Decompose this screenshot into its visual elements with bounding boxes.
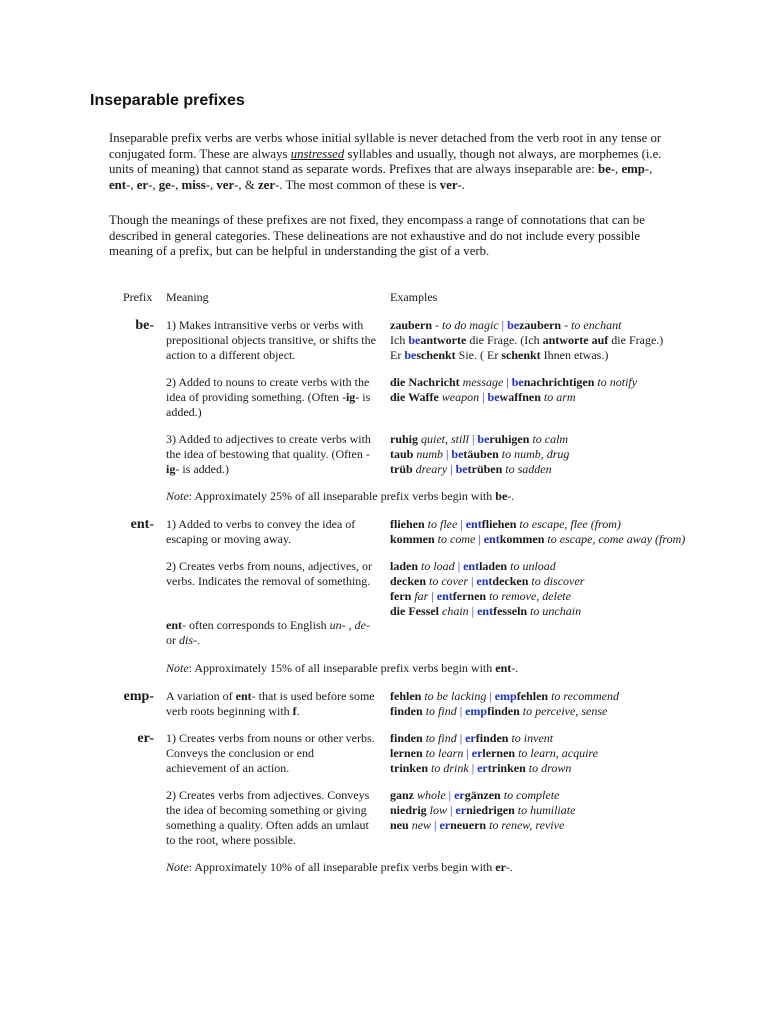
italic-text: un-: [329, 618, 346, 632]
examples-be-3: [390, 432, 768, 477]
separator: |: [468, 761, 478, 775]
bold-text: ent: [495, 661, 512, 675]
bold-text: ig: [345, 390, 356, 404]
bold-text: schenkt: [501, 348, 541, 362]
italic-text: to invent: [511, 731, 554, 745]
example-line: [390, 532, 768, 547]
separator: |: [447, 462, 456, 476]
text-run: .: [296, 704, 300, 718]
bold-text: lernen: [482, 746, 516, 760]
italic-text: numb: [416, 447, 444, 461]
text-run: 3) Added to adjectives to create verbs with the idea of bestowing that quality. (Often -: [166, 432, 371, 461]
example-line: [390, 390, 768, 405]
example-line: [390, 704, 768, 719]
separator: |: [456, 704, 466, 718]
meaning-er-1: [166, 731, 376, 776]
example-line: [390, 432, 768, 447]
italic-text: to sadden: [505, 462, 552, 476]
bold-text: ruhigen: [489, 432, 530, 446]
separator: |: [431, 818, 440, 832]
examples-be-1: [390, 318, 768, 363]
italic-text: far: [414, 589, 429, 603]
text-run: - often corresponds to English: [182, 618, 330, 632]
italic-text: to numb, drug: [501, 447, 570, 461]
bold-text: fliehen: [390, 517, 425, 531]
bold-text: antworte auf: [542, 333, 609, 347]
italic-text: new: [411, 818, 432, 832]
bold-text: trüben: [467, 462, 503, 476]
bold-text: die Nachricht: [390, 375, 460, 389]
highlighted-prefix: ent: [463, 559, 480, 573]
column-header-prefix: Prefix: [123, 290, 153, 304]
highlighted-prefix: er: [454, 788, 465, 802]
italic-text: to complete: [503, 788, 560, 802]
meaning-ent-1: [166, 517, 376, 547]
italic-text: to enchant: [571, 318, 622, 332]
example-line: [390, 746, 768, 761]
example-line: [390, 375, 768, 390]
text-run: 2) Creates verbs from adjectives. Conveys the idea of becoming something or giving something a quality. Often adds an umlaut to the root, where possible.: [166, 788, 370, 847]
bold-text: täuben: [463, 447, 499, 461]
text-run: Inseparable prefix verbs are verbs whose initial syllable is never detached from the verb root in any tense or conjugated form. These are always: [109, 131, 662, 161]
italic-text: to unload: [510, 559, 556, 573]
text-run: -. The most common of these is: [275, 178, 440, 193]
highlighted-prefix: emp: [465, 704, 488, 718]
highlighted-prefix: er: [471, 746, 483, 760]
text-run: syllables and usually, though not always, are morphemes (i.e. units of meaning) that cannot stand as separate words. Prefixes that are always inseparable are:: [109, 146, 662, 177]
bold-text: ruhig: [390, 432, 419, 446]
text-run: : Approximately 10% of all inseparable prefix verbs begin with: [188, 860, 496, 874]
italic-text: weapon: [441, 390, 480, 404]
bold-text: fern: [390, 589, 412, 603]
italic-text: to recommend: [551, 689, 619, 703]
examples-ent-1: [390, 517, 768, 547]
example-line: [390, 788, 768, 803]
column-header-meaning: Meaning: [166, 290, 209, 304]
italic-text: to calm: [532, 432, 569, 446]
text-run: 1) Makes intransitive verbs or verbs with prepositional objects transitive, or shifts the action to a different object.: [166, 318, 376, 362]
italic-text: unstressed: [290, 146, 345, 161]
example-line: [390, 462, 768, 477]
text-run: 2) Creates verbs from nouns, adjectives, or verbs. Indicates the removal of something.: [166, 559, 372, 588]
text-run: - is added.): [166, 390, 371, 419]
bold-text: zaubern: [519, 318, 562, 332]
bold-text: er: [495, 860, 506, 874]
highlighted-prefix: be: [408, 333, 421, 347]
bold-text: ge: [158, 178, 171, 193]
highlighted-prefix: ent: [477, 604, 494, 618]
italic-text: Note: [166, 860, 189, 874]
text-run: -: [561, 318, 572, 332]
text-run: : Approximately 15% of all inseparable prefix verbs begin with: [188, 661, 496, 675]
highlighted-prefix: be: [487, 390, 500, 404]
bold-text: fesseln: [493, 604, 528, 618]
text-run: : Approximately 25% of all inseparable prefix verbs begin with: [188, 489, 496, 503]
text-run: -: [432, 318, 442, 332]
separator: |: [498, 318, 508, 332]
highlighted-prefix: er: [477, 761, 488, 775]
bold-text: trüb: [390, 462, 413, 476]
italic-text: Note: [166, 661, 189, 675]
italic-text: to unchain: [530, 604, 582, 618]
bold-text: emp: [621, 162, 645, 177]
examples-ent-2: [390, 559, 768, 619]
bold-text: decken: [492, 574, 529, 588]
bold-text: die Fessel: [390, 604, 439, 618]
meaning-ent-2-note: [166, 618, 376, 648]
example-line: [390, 803, 768, 818]
highlighted-prefix: be: [511, 375, 524, 389]
examples-er-1: [390, 731, 768, 776]
separator: |: [457, 517, 466, 531]
text-run: or: [166, 633, 179, 647]
bold-text: zaubern: [390, 318, 432, 332]
text-run: Though the meanings of these prefixes are not fixed, they encompass a range of connotations that can be described in general categories. These delineations are not exhaustive and do not include every possible meaning of a prefix, but can be helpful in understanding the gist of a verb.: [109, 213, 645, 259]
text-run: -,: [170, 178, 182, 193]
example-line: [390, 348, 768, 363]
bold-text: ent: [109, 178, 127, 193]
example-line: [390, 318, 768, 333]
meaning-be-2: [166, 375, 376, 420]
bold-text: taub: [390, 447, 414, 461]
text-run: - that is used before some verb roots beginning with: [166, 689, 375, 718]
separator: |: [468, 604, 478, 618]
bold-text: f: [292, 704, 297, 718]
highlighted-prefix: er: [465, 731, 476, 745]
italic-text: chain: [442, 604, 469, 618]
page-title: Inseparable prefixes: [90, 92, 245, 109]
example-line: [390, 447, 768, 462]
bold-text: fernen: [452, 589, 487, 603]
meaning-emp-1: [166, 689, 376, 719]
highlighted-prefix: ent: [465, 517, 482, 531]
example-line: [390, 731, 768, 746]
bold-text: ig: [166, 462, 176, 476]
bold-text: kommen: [390, 532, 435, 546]
text-run: Ihnen etwas.): [540, 348, 609, 362]
bold-text: er: [136, 178, 149, 193]
highlighted-prefix: ent: [483, 532, 500, 546]
meaning-ent-2: [166, 559, 376, 589]
examples-be-2: [390, 375, 768, 405]
text-run: ,: [345, 618, 355, 632]
text-run: 2) Added to nouns to create verbs with the idea of providing something. (Often -: [166, 375, 370, 404]
bold-text: fehlen: [390, 689, 422, 703]
italic-text: to do magic: [442, 318, 499, 332]
separator: |: [443, 447, 452, 461]
highlighted-prefix: emp: [494, 689, 517, 703]
bold-text: finden: [390, 704, 423, 718]
example-line: [390, 761, 768, 776]
italic-text: to come: [437, 532, 476, 546]
separator: |: [469, 432, 478, 446]
italic-text: to learn, acquire: [518, 746, 598, 760]
bold-text: zer: [258, 178, 276, 193]
italic-text: to renew, revive: [489, 818, 565, 832]
bold-text: lernen: [390, 746, 423, 760]
prefix-ent: ent-: [130, 517, 154, 532]
text-run: Er: [390, 348, 405, 362]
text-run: Ich: [390, 333, 409, 347]
bold-text: gänzen: [464, 788, 501, 802]
text-run: -,: [644, 162, 653, 177]
column-header-examples: Examples: [390, 290, 438, 304]
italic-text: to learn: [425, 746, 464, 760]
bold-text: niedrig: [390, 803, 427, 817]
bold-text: kommen: [499, 532, 545, 546]
separator: |: [428, 589, 437, 603]
italic-text: to remove, delete: [489, 589, 571, 603]
italic-text: to load: [421, 559, 455, 573]
note-er: [166, 860, 513, 875]
text-run: -.: [505, 860, 513, 874]
bold-text: miss: [181, 178, 206, 193]
bold-text: ent: [166, 618, 182, 632]
bold-text: be: [597, 162, 611, 177]
italic-text: to find: [425, 704, 457, 718]
italic-text: low: [429, 803, 448, 817]
highlighted-prefix: er: [439, 818, 451, 832]
intro-paragraph: [109, 131, 669, 194]
italic-text: to perceive, sense: [522, 704, 608, 718]
text-run: 1) Creates verbs from nouns or other verbs. Conveys the conclusion or end achievement of an action.: [166, 731, 375, 775]
separator: |: [503, 375, 512, 389]
prefix-er: er-: [137, 731, 154, 746]
italic-text: to notify: [597, 375, 638, 389]
text-run: -, &: [234, 178, 258, 193]
bold-text: die Waffe: [390, 390, 439, 404]
bold-text: finden: [487, 704, 520, 718]
bold-text: laden: [479, 559, 508, 573]
separator: |: [445, 788, 455, 802]
text-run: -.: [511, 661, 519, 675]
bold-text: finden: [475, 731, 509, 745]
highlighted-prefix: be: [477, 432, 490, 446]
bold-text: fehlen: [516, 689, 549, 703]
bold-text: neuern: [450, 818, 487, 832]
bold-text: be: [495, 489, 508, 503]
italic-text: to escape, come away (from): [547, 532, 686, 546]
text-run: -,: [126, 178, 137, 193]
prefix-emp: emp-: [123, 689, 154, 704]
bold-text: antworte: [420, 333, 467, 347]
bold-text: finden: [390, 731, 423, 745]
note-be: [166, 489, 514, 504]
highlighted-prefix: er: [455, 803, 467, 817]
italic-text: message: [462, 375, 504, 389]
bold-text: decken: [390, 574, 426, 588]
italic-text: to discover: [531, 574, 585, 588]
bold-text: ganz: [390, 788, 414, 802]
bold-text: nachrichtigen: [523, 375, 595, 389]
highlighted-prefix: ent: [436, 589, 453, 603]
text-run: - is added.): [175, 462, 229, 476]
example-line: [390, 559, 768, 574]
italic-text: to cover: [429, 574, 468, 588]
text-run: .: [197, 633, 200, 647]
example-line: [390, 574, 768, 589]
bold-text: ver: [216, 178, 235, 193]
italic-text: Note: [166, 489, 189, 503]
italic-text: whole: [417, 788, 446, 802]
italic-text: to drown: [528, 761, 572, 775]
example-line: [390, 589, 768, 604]
italic-text: to drink: [431, 761, 469, 775]
bold-text: trinken: [390, 761, 429, 775]
text-run: die Frage. (Ich: [466, 333, 543, 347]
separator: |: [456, 731, 466, 745]
meaning-be-3: [166, 432, 376, 477]
bold-text: ent: [235, 689, 252, 703]
example-line: [390, 689, 768, 704]
example-line: [390, 517, 768, 532]
examples-er-2: [390, 788, 768, 833]
bold-text: schenkt: [416, 348, 456, 362]
text-run: -.: [507, 489, 515, 503]
separator: |: [467, 574, 477, 588]
text-run: -,: [205, 178, 217, 193]
italic-text: to humiliate: [517, 803, 576, 817]
bold-text: laden: [390, 559, 419, 573]
italic-text: dreary: [415, 462, 448, 476]
prefix-be: be-: [135, 318, 154, 333]
text-run: -,: [148, 178, 159, 193]
italic-text: de-: [354, 618, 370, 632]
separator: |: [463, 746, 472, 760]
example-line: [390, 333, 768, 348]
separator: |: [454, 559, 464, 573]
separator: |: [475, 532, 484, 546]
bold-text: neu: [390, 818, 409, 832]
italic-text: quiet, still: [421, 432, 470, 446]
italic-text: to flee: [427, 517, 458, 531]
text-run: A variation of: [166, 689, 236, 703]
example-line: [390, 604, 768, 619]
separator: |: [486, 689, 495, 703]
text-run: 1) Added to verbs to convey the idea of escaping or moving away.: [166, 517, 356, 546]
separator: |: [479, 390, 488, 404]
highlighted-prefix: ent: [476, 574, 493, 588]
bold-text: ver: [439, 178, 458, 193]
italic-text: to escape, flee (from): [519, 517, 621, 531]
meanings-paragraph: [109, 213, 669, 260]
example-line: [390, 818, 768, 833]
italic-text: to arm: [543, 390, 576, 404]
bold-text: trinken: [487, 761, 526, 775]
meaning-be-1: [166, 318, 376, 363]
highlighted-prefix: be: [507, 318, 520, 332]
highlighted-prefix: be: [404, 348, 417, 362]
bold-text: fliehen: [481, 517, 517, 531]
bold-text: niedrigen: [466, 803, 515, 817]
separator: |: [447, 803, 456, 817]
examples-emp-1: [390, 689, 768, 719]
text-run: -.: [457, 178, 465, 193]
highlighted-prefix: be: [455, 462, 468, 476]
bold-text: waffnen: [499, 390, 541, 404]
italic-text: to find: [425, 731, 457, 745]
highlighted-prefix: be: [451, 447, 464, 461]
note-ent: [166, 661, 518, 676]
italic-text: to be lacking: [424, 689, 487, 703]
text-run: -,: [610, 162, 622, 177]
italic-text: dis-: [179, 633, 197, 647]
text-run: die Frage.): [608, 333, 664, 347]
meaning-er-2: [166, 788, 376, 848]
text-run: Sie. ( Er: [455, 348, 502, 362]
